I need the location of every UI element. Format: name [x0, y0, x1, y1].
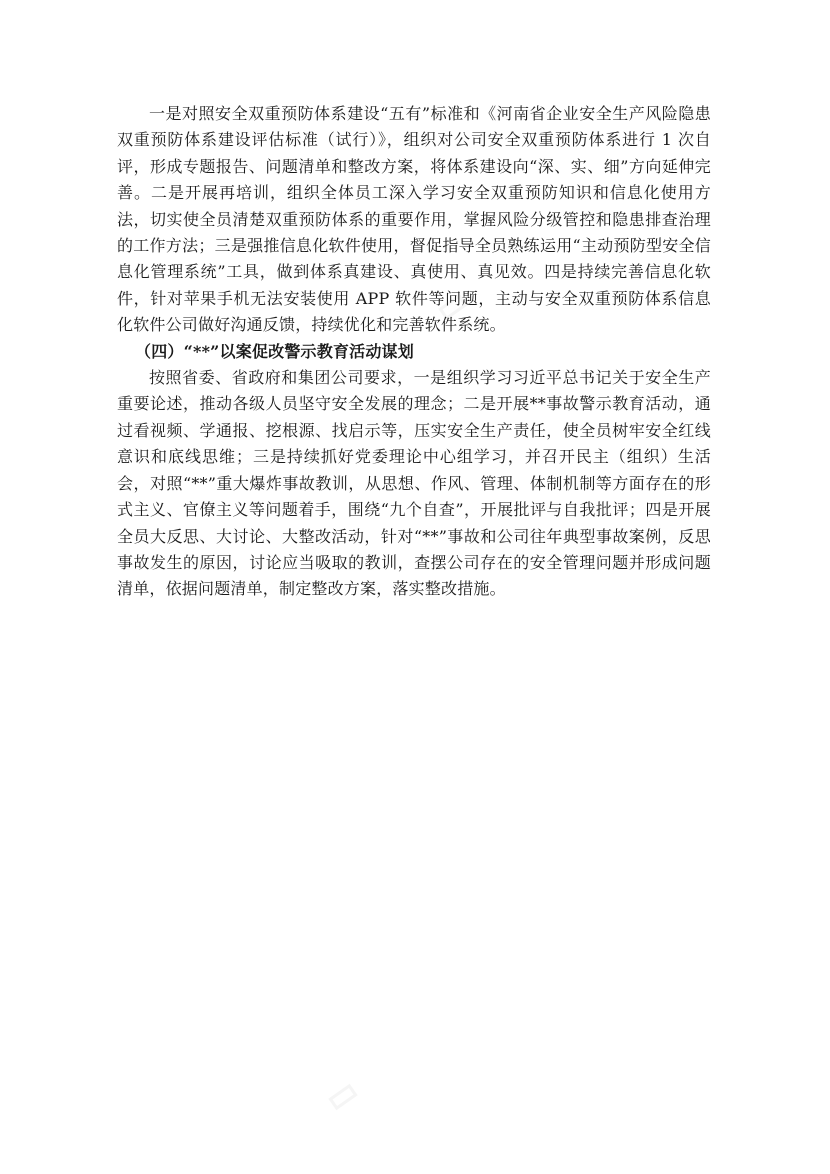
paragraph-dual-prevention: 一是对照安全双重预防体系建设“五有”标准和《河南省企业安全生产风险隐患双重预防体系建设评估标准（试行）》，组织对公司安全双重预防体系进行 1 次自评，形成专题报告、问题清单和整改方案，将体系建设向“深、实、细”方向延伸完善。二是开展再培训，组织全体员工深入学习安全双重预防知识和信息化使用方法，切实使全员清楚双重预防体系的重要作用，掌握风险分级管控和隐患排查治理的工作方法；三是强推信息化软件使用，督促指导全员熟练运用“主动预防型安全信息化管理系统”工具，做到体系真建设、真使用、真见效。四是持续完善信息化软件，针对苹果手机无法安装使用 APP 软件等问题，主动与安全双重预防体系信息化软件公司做好沟通反馈，持续优化和完善软件系统。 — [117, 104, 711, 335]
watermark-stamp — [328, 1084, 357, 1110]
paragraph-warning-education: 按照省委、省政府和集团公司要求，一是组织学习习近平总书记关于安全生产重要论述，推动各级人员坚守安全发展的理念；二是开展**事故警示教育活动，通过看视频、学通报、挖根源、找启示等，压实安全生产责任，使全员树牢安全红线意识和底线思维；三是持续抓好党委理论中心组学习，并召开民主（组织）生活会，对照“**”重大爆炸事故教训，从思想、作风、管理、体制机制等方面存在的形式主义、官僚主义等问题着手，围绕“九个自查”，开展批评与自我批评；四是开展全员大反思、大讨论、大整改活动，针对“**”事故和公司往年典型事故案例，反思事故发生的原因，讨论应当吸取的教训，查摆公司存在的安全管理问题并形成问题清单，依据问题清单，制定整改方案，落实整改措施。 — [117, 368, 711, 599]
document-body — [117, 101, 711, 603]
section-heading-4: （四）“**”以案促改警示教育活动谋划 — [135, 341, 414, 361]
